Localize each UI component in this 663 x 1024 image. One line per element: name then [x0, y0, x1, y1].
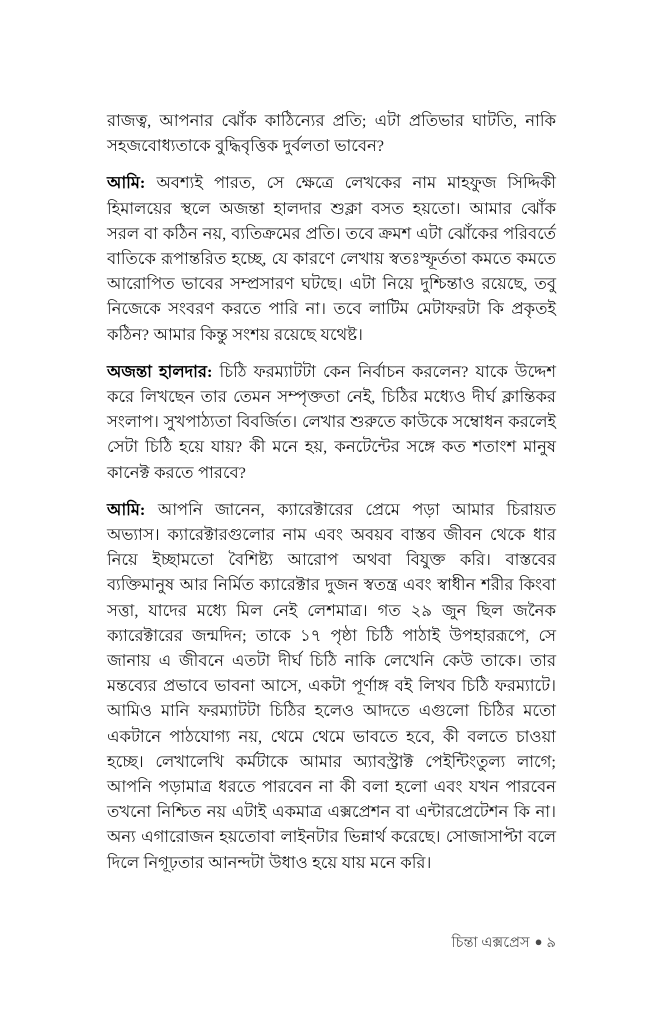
footer-book-title: চিন্তা এক্সপ্রেস: [451, 935, 530, 951]
speaker-label-3: অজন্তা হালদার:: [107, 361, 213, 381]
paragraph-body-1: রাজত্ব, আপনার ঝোঁক কাঠিন্যের প্রতি; এটা প্রতিভার ঘাটতি, নাকি সহজবোধ্যতাকে বুদ্ধিবৃত্তিক দুর্বলতা ভাবেন?: [107, 111, 556, 156]
paragraph-question-1: [107, 108, 556, 158]
paragraph-body-3: চিঠি ফরম্যাটটা কেন নির্বাচন করলেন? যাকে উদ্দেশ করে লিখছেন তার তেমন সম্পৃক্ততা নেই, চিঠির মধ্যেও দীর্ঘ ক্লান্তিকর সংলাপ। সুখপাঠ্যতা বিবর্জিত। লেখার শুরুতে কাউকে সম্বোধন করলেই সেটা চিঠি হয়ে যায়? কী মনে হয়, কনটেন্টের সঙ্গে কত শতাংশ মানুষ কানেক্ট করতে পারবে?: [107, 361, 556, 482]
paragraph-body-2: অবশ্যই পারত, সে ক্ষেত্রে লেখকের নাম মাহফুজ সিদ্দিকী হিমালয়ের স্থলে অজন্তা হালদার শুক্লা বসত হয়তো। আমার ঝোঁক সরল বা কঠিন নয়, ব্যতিক্রমের প্রতি। তবে ক্রমশ এটা ঝোঁকের পরিবর্তে বাতিকে রূপান্তরিত হচ্ছে, যে কারণে লেখায় স্বতঃস্ফূর্ততা কমতে কমতে আরোপিত ভাবের সম্প্রসারণ ঘটছে। এটা নিয়ে দুশ্চিন্তাও রয়েছে, তবু নিজেকে সংবরণ করতে পারি না। তবে লাটিম মেটাফরটা কি প্রকৃতই কঠিন? আমার কিন্তু সংশয় রয়েছে যথেষ্ট।: [107, 173, 556, 344]
page-footer: [107, 932, 556, 953]
paragraph-question-2: [107, 359, 556, 485]
paragraph-answer-1: [107, 170, 556, 346]
footer-separator-dot: ●: [534, 934, 543, 949]
body-text-column: [107, 108, 556, 875]
footer-page-number: ৯: [546, 935, 556, 951]
paragraph-answer-2: [107, 497, 556, 875]
speaker-label-2: আমি:: [107, 173, 146, 193]
paragraph-body-4: আপনি জানেন, ক্যারেক্টারের প্রেমে পড়া আমার চিরায়ত অভ্যাস। ক্যারেক্টারগুলোর নাম এবং অবয়ব বাস্তব জীবন থেকে ধার নিয়ে ইচ্ছামতো বৈশিষ্ট্য আরোপ অথবা বিযুক্ত করি। বাস্তবের ব্যক্তিমানুষ আর নির্মিত ক্যারেক্টার দুজন স্বতন্ত্র এবং স্বাধীন শরীর কিংবা সত্তা, যাদের মধ্যে মিল নেই লেশমাত্র। গত ২৯ জুন ছিল জনৈক ক্যারেক্টারের জন্মদিন; তাকে ১৭ পৃষ্ঠা চিঠি পাঠাই উপহাররূপে, সে জানায় এ জীবনে এতটা দীর্ঘ চিঠি নাকি লেখেনি কেউ তাকে। তার মন্তব্যের প্রভাবে ভাবনা আসে, একটা পূর্ণাঙ্গ বই লিখব চিঠি ফরম্যাটে। আমিও মানি ফরম্যাটটা চিঠির হলেও আদতে এগুলো চিঠির মতো একটানে পাঠযোগ্য নয়, থেমে থেমে ভাবতে হবে, কী বলতে চাওয়া হচ্ছে। লেখালেখি কর্মটাকে আমার অ্যাবস্ট্রাক্ট পেইন্টিংতুল্য লাগে; আপনি পড়ামাত্র ধরতে পারবেন না কী বলা হলো এবং যখন পারবেন তখনো নিশ্চিত নয় এটাই একমাত্র এক্সপ্রেশন বা এন্টারপ্রেটেশন কি না। অন্য এগারোজন হয়তোবা লাইনটার ভিন্নার্থ করেছে। সোজাসাপ্টা বলে দিলে নিগূঢ়তার আনন্দটা উধাও হয়ে যায় মনে করি।: [107, 499, 556, 872]
speaker-label-4: আমি:: [107, 499, 146, 519]
